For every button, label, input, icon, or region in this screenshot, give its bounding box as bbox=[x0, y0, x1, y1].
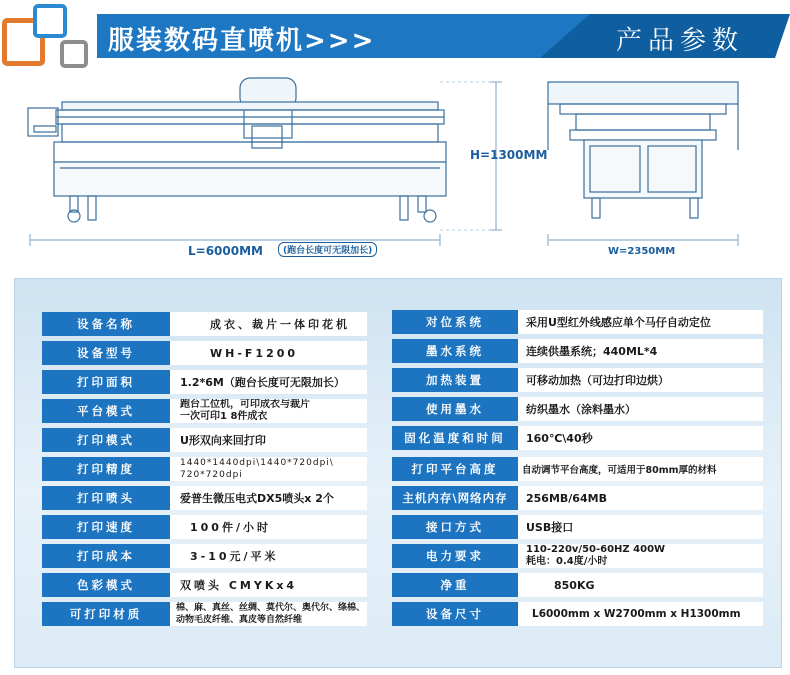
spec-value: U形双向来回打印 bbox=[170, 428, 367, 452]
spec-row-power bbox=[15, 544, 781, 568]
spec-value-line1: 1440*1440dpi\1440*720dpi\ bbox=[180, 458, 334, 468]
spec-row-heater bbox=[15, 368, 781, 392]
spec-label: 打印速度 bbox=[42, 515, 170, 539]
spec-value: 160℃\40秒 bbox=[518, 426, 763, 450]
spec-label: 接口方式 bbox=[392, 515, 518, 539]
spec-value: 采用U型红外线感应单个马仔自动定位 bbox=[518, 310, 763, 334]
logo-square-blue bbox=[33, 4, 67, 38]
spec-row-weight bbox=[15, 573, 781, 597]
spec-value: 1.2*6M（跑台长度可无限加长） bbox=[170, 370, 367, 394]
spec-label: 加热装置 bbox=[392, 368, 518, 392]
spec-value: USB接口 bbox=[518, 515, 763, 539]
spec-value-line2: 动物毛皮纤维、真皮等自然纤维 bbox=[176, 615, 303, 625]
spec-row-memory bbox=[15, 486, 781, 510]
spec-value-line2: 720*720dpi bbox=[180, 470, 243, 480]
spec-value: WH-F1200 bbox=[170, 341, 367, 365]
spec-value-line1: 110-220v/50-60HZ 400W bbox=[526, 544, 666, 555]
length-dimension-label: L=6000MM bbox=[188, 244, 263, 258]
spec-label: 设备名称 bbox=[42, 312, 170, 336]
spec-value-line2: 耗电：0.4度/小时 bbox=[526, 556, 608, 567]
spec-label: 打印面积 bbox=[42, 370, 170, 394]
spec-label: 打印精度 bbox=[42, 457, 170, 481]
logo-square-gray bbox=[60, 40, 88, 68]
spec-label: 平台模式 bbox=[42, 399, 170, 423]
spec-label: 打印平台高度 bbox=[392, 457, 518, 481]
spec-label: 色彩模式 bbox=[42, 573, 170, 597]
spec-label: 固化温度和时间 bbox=[392, 426, 518, 450]
spec-value: 100件/小时 bbox=[170, 515, 367, 539]
spec-row-interface bbox=[15, 515, 781, 539]
spec-value: 爱普生微压电式DX5喷头x 2个 bbox=[170, 486, 367, 510]
page-title: 服装数码直喷机>>> bbox=[108, 26, 376, 56]
spec-value: 256MB/64MB bbox=[518, 486, 763, 510]
machine-drawing bbox=[0, 70, 790, 270]
spec-value: 成衣、裁片一体印花机 bbox=[170, 312, 367, 336]
spec-label: 打印模式 bbox=[42, 428, 170, 452]
page-header bbox=[0, 0, 790, 70]
width-dimension-label: W=2350MM bbox=[608, 246, 676, 257]
spec-value-line1: 跑台工位机，可印成衣与裁片 bbox=[180, 399, 310, 410]
spec-value bbox=[518, 544, 763, 568]
spec-label: 可打印材质 bbox=[42, 602, 170, 626]
spec-label: 主机内存\网络内存 bbox=[392, 486, 518, 510]
spec-row-alignment bbox=[15, 310, 781, 334]
spec-label: 墨水系统 bbox=[392, 339, 518, 363]
spec-value: 850KG bbox=[518, 573, 763, 597]
spec-table-panel bbox=[14, 278, 782, 668]
spec-label: 打印喷头 bbox=[42, 486, 170, 510]
length-dimension-note: (跑台长度可无限加长) bbox=[278, 242, 377, 257]
section-title: 产品参数 bbox=[616, 26, 745, 56]
spec-value: L6000mm x W2700mm x H1300mm bbox=[518, 602, 763, 626]
machine-dimension-diagram bbox=[0, 70, 790, 270]
spec-label: 使用墨水 bbox=[392, 397, 518, 421]
spec-label: 打印成本 bbox=[42, 544, 170, 568]
spec-value: 双喷头 CMYKx4 bbox=[170, 573, 367, 597]
spec-label: 电力要求 bbox=[392, 544, 518, 568]
spec-label: 净重 bbox=[392, 573, 518, 597]
spec-row-ink bbox=[15, 397, 781, 421]
spec-label: 设备尺寸 bbox=[392, 602, 518, 626]
spec-row-platform-height bbox=[15, 457, 781, 481]
spec-row-ink-system bbox=[15, 339, 781, 363]
spec-value: 连续供墨系统；440ML*4 bbox=[518, 339, 763, 363]
spec-value: 3-10元/平米 bbox=[170, 544, 367, 568]
spec-label: 设备型号 bbox=[42, 341, 170, 365]
spec-value-line2: 一次可印1 8件成衣 bbox=[180, 411, 268, 422]
spec-value: 自动调节平台高度，可适用于80mm厚的材料 bbox=[518, 457, 763, 481]
spec-label: 对位系统 bbox=[392, 310, 518, 334]
spec-rows bbox=[15, 279, 781, 667]
spec-value-line1: 棉、麻、真丝、丝绸、莫代尔、奥代尔、绦棉、 bbox=[176, 603, 366, 613]
spec-value: 纺织墨水（涂料墨水） bbox=[518, 397, 763, 421]
spec-row-curing bbox=[15, 426, 781, 450]
spec-value: 可移动加热（可边打印边烘） bbox=[518, 368, 763, 392]
height-dimension-label: H=1300MM bbox=[470, 148, 548, 162]
spec-row-dimensions bbox=[15, 602, 781, 626]
